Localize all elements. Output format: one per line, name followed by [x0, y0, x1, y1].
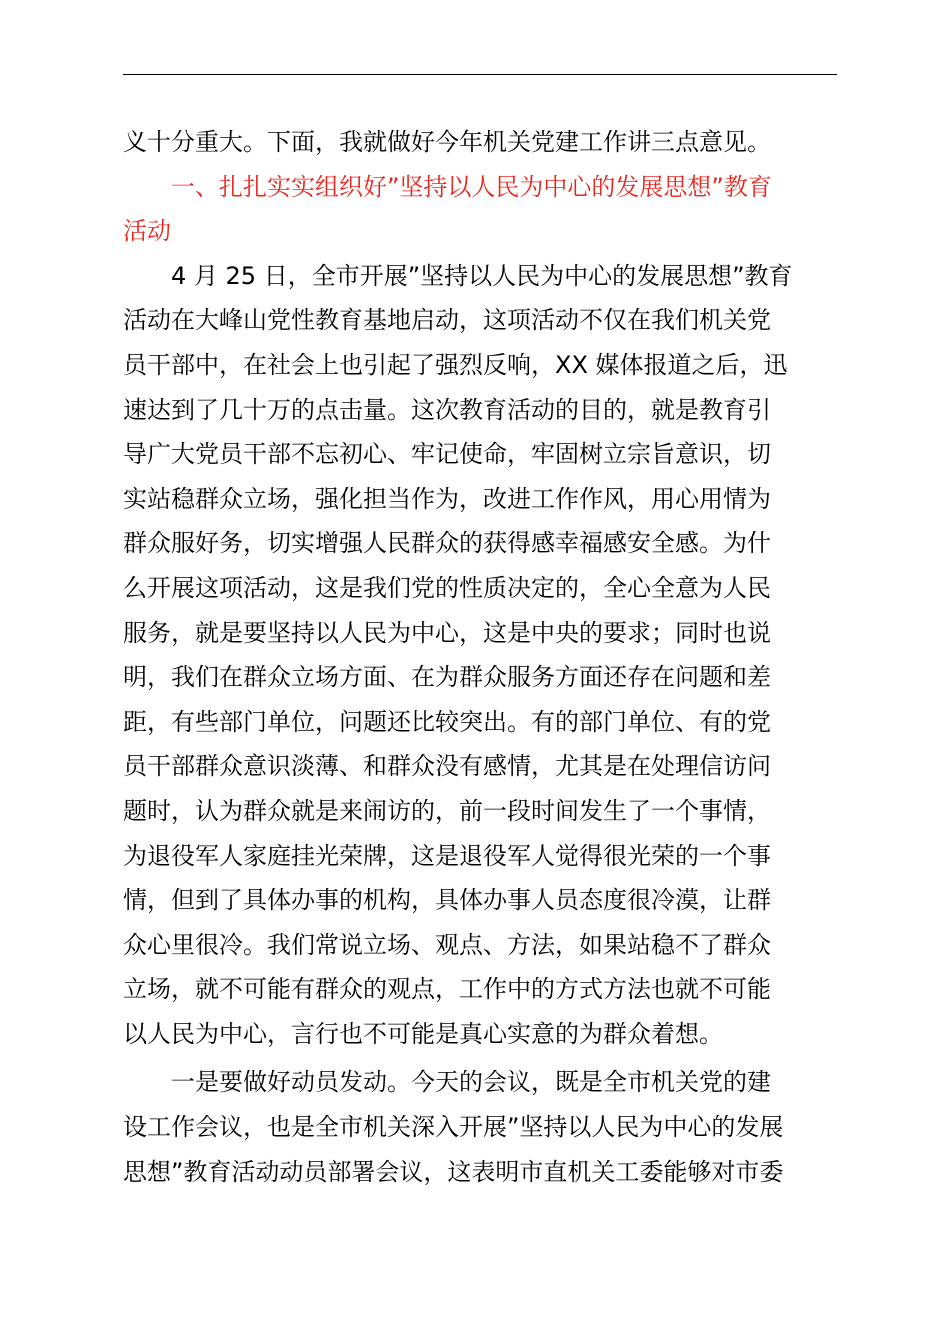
document-body [123, 120, 837, 1194]
text-line: 为退役军人家庭挂光荣牌，这是退役军人觉得很光荣的一个事 [123, 841, 771, 870]
intro-paragraph [123, 120, 837, 165]
text-line: 4 月 25 日，全市开展”坚持以人民为中心的发展思想”教育 [171, 261, 793, 290]
text-line: 么开展这项活动，这是我们党的性质决定的，全心全意为人民 [123, 573, 771, 602]
text-line: 服务，就是要坚持以人民为中心，这是中央的要求；同时也说 [123, 618, 771, 647]
text-line: 实站稳群众立场，强化担当作为，改进工作作风，用心用情为 [123, 484, 771, 513]
text-line: 导广大党员干部不忘初心、牢记使命，牢固树立宗旨意识，切 [123, 440, 771, 469]
text-line: 众心里很冷。我们常说立场、观点、方法，如果站稳不了群众 [123, 930, 771, 959]
header-rule [123, 74, 837, 75]
text-line: 一是要做好动员发动。今天的会议，既是全市机关党的建 [171, 1068, 771, 1097]
text-line: 设工作会议，也是全市机关深入开展”坚持以人民为中心的发展 [123, 1113, 784, 1142]
text-line: 明，我们在群众立场方面、在为群众服务方面还存在问题和差 [123, 663, 771, 692]
heading-line: 活动 [123, 217, 171, 246]
text-line: 员干部中，在社会上也引起了强烈反响，XX 媒体报道之后，迅 [123, 350, 788, 379]
section-heading [123, 165, 837, 254]
text-line: 情，但到了具体办事的机构，具体办事人员态度很冷漠，让群 [123, 886, 771, 915]
body-paragraph [123, 254, 837, 1057]
text-line: 速达到了几十万的点击量。这次教育活动的目的，就是教育引 [123, 395, 771, 424]
text-line: 义十分重大。下面，我就做好今年机关党建工作讲三点意见。 [123, 128, 771, 156]
text-line: 以人民为中心，言行也不可能是真心实意的为群众着想。 [123, 1019, 723, 1048]
text-line: 距，有些部门单位，问题还比较突出。有的部门单位、有的党 [123, 707, 771, 736]
text-line: 题时，认为群众就是来闹访的，前一段时间发生了一个事情， [123, 796, 771, 825]
text-line: 员干部群众意识淡薄、和群众没有感情，尤其是在处理信访问 [123, 752, 771, 781]
text-line: 活动在大峰山党性教育基地启动，这项活动不仅在我们机关党 [123, 306, 771, 335]
body-paragraph [123, 1060, 837, 1194]
text-line: 立场，就不可能有群众的观点，工作中的方式方法也就不可能 [123, 975, 771, 1004]
text-line: 思想”教育活动动员部署会议，这表明市直机关工委能够对市委 [123, 1157, 784, 1186]
text-line: 群众服好务，切实增强人民群众的获得感幸福感安全感。为什 [123, 529, 771, 558]
heading-line: 一、扎扎实实组织好”坚持以人民为中心的发展思想”教育 [171, 172, 772, 201]
